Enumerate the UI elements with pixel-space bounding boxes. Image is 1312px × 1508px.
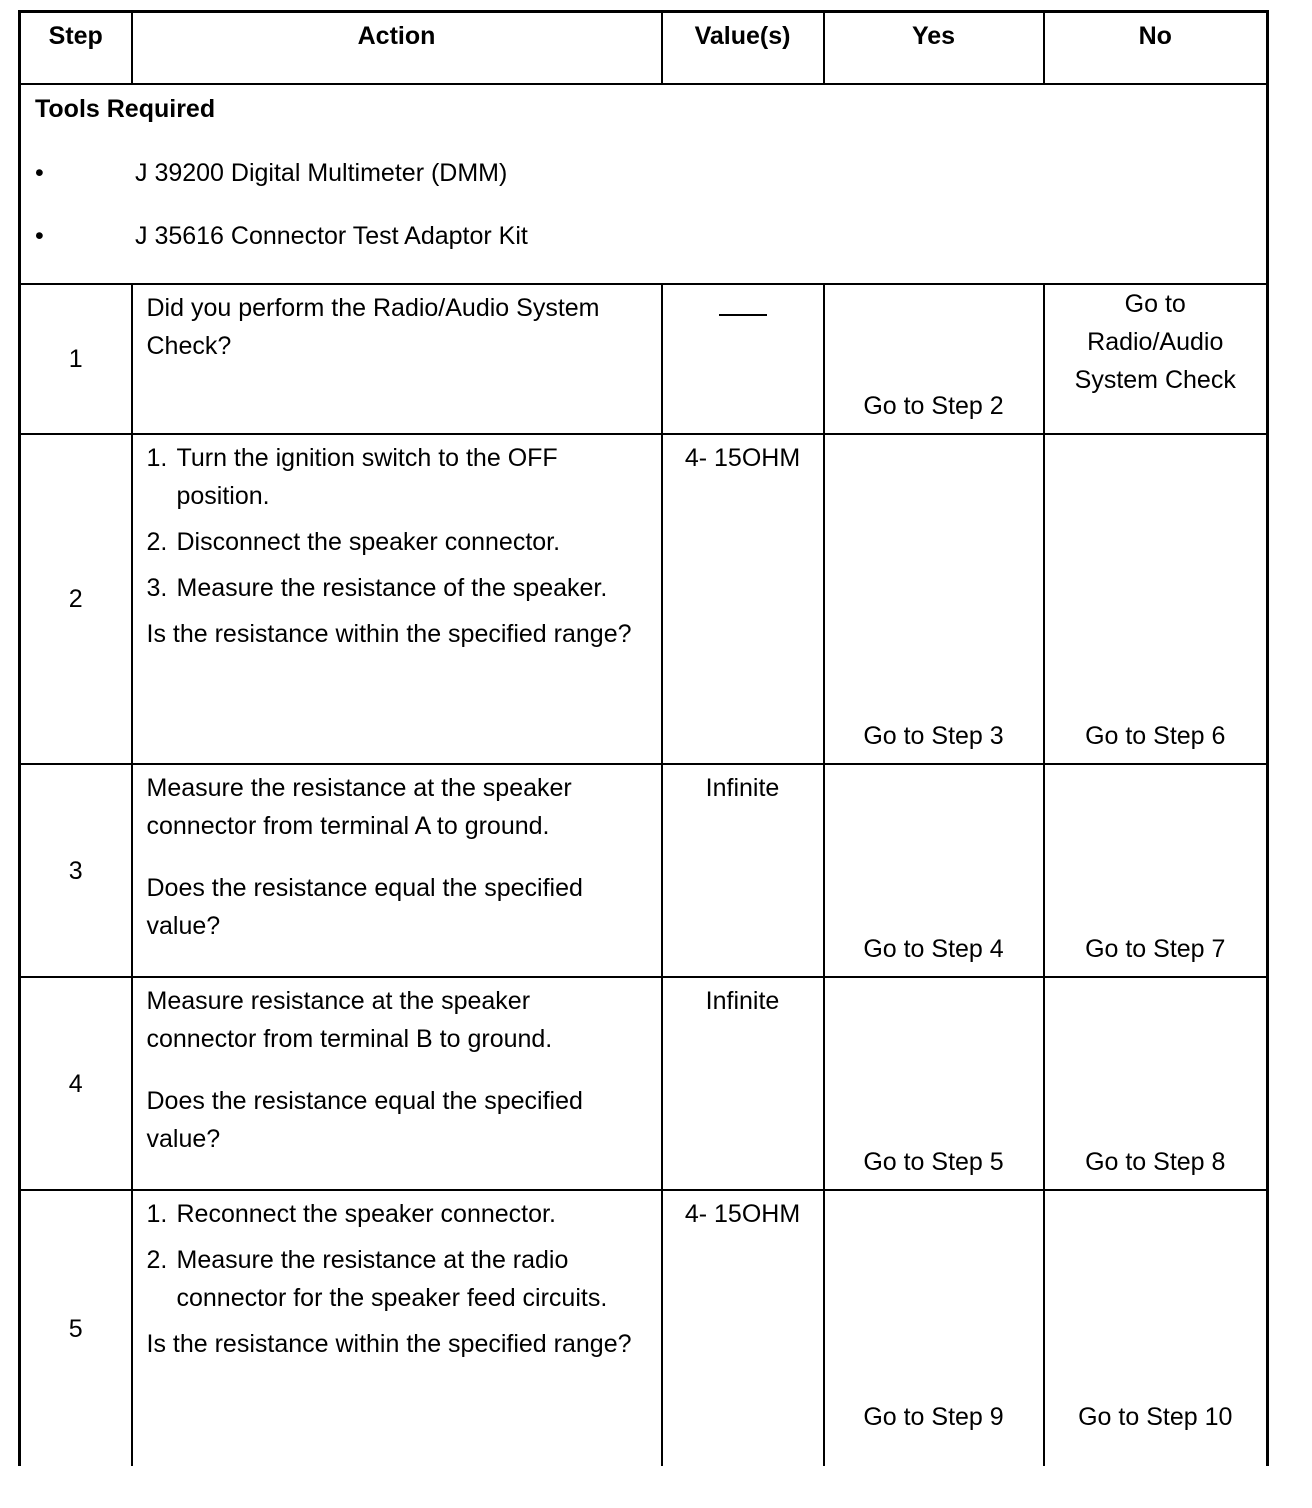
tool-name: J 35616 Connector Test Adaptor Kit xyxy=(135,222,528,250)
action-steps xyxy=(147,1195,645,1317)
action-cell xyxy=(132,977,662,1190)
step-index: 1. xyxy=(146,444,168,472)
no-line: Radio/Audio xyxy=(1087,328,1224,356)
header-action: Action xyxy=(132,12,662,85)
no-cell: Go to Step 8 xyxy=(1044,977,1268,1190)
action-cell xyxy=(132,434,662,764)
step-number: 2 xyxy=(20,434,132,764)
tools-cell xyxy=(20,84,1268,284)
step-number: 5 xyxy=(20,1190,132,1466)
action-step xyxy=(147,1241,645,1317)
no-line: System Check xyxy=(1074,366,1236,394)
action-step xyxy=(147,523,645,561)
diagnostic-table-frame xyxy=(18,10,1266,1466)
table-row xyxy=(20,977,1268,1190)
bullet-icon: • xyxy=(35,222,44,250)
tools-title: Tools Required xyxy=(35,95,216,123)
action-instruction: Measure resistance at the speaker connector from terminal B to ground. xyxy=(146,987,553,1053)
header-values: Value(s) xyxy=(662,12,824,85)
yes-cell: Go to Step 3 xyxy=(824,434,1044,764)
yes-cell: Go to Step 4 xyxy=(824,764,1044,977)
header-row xyxy=(20,12,1268,85)
header-no: No xyxy=(1044,12,1268,85)
table-row xyxy=(20,434,1268,764)
action-question: Did you perform the Radio/Audio System Check? xyxy=(146,294,600,360)
table-row xyxy=(20,284,1268,434)
step-index: 2. xyxy=(146,528,168,556)
yes-cell: Go to Step 2 xyxy=(824,284,1044,434)
table-row xyxy=(20,764,1268,977)
header-yes: Yes xyxy=(824,12,1044,85)
value-cell: 4- 15OHM xyxy=(662,1190,824,1466)
no-line: Go to xyxy=(1124,290,1186,318)
step-text: Measure the resistance of the speaker. xyxy=(176,574,608,602)
no-cell xyxy=(1044,284,1268,434)
step-number: 4 xyxy=(20,977,132,1190)
table-row xyxy=(20,1190,1268,1466)
step-text: Reconnect the speaker connector. xyxy=(176,1200,556,1228)
header-step: Step xyxy=(20,12,132,85)
value-cell: 4- 15OHM xyxy=(662,434,824,764)
yes-cell: Go to Step 9 xyxy=(824,1190,1044,1466)
tool-item xyxy=(35,216,1266,256)
step-index: 2. xyxy=(146,1246,168,1274)
step-text: Disconnect the speaker connector. xyxy=(176,528,561,556)
no-cell: Go to Step 7 xyxy=(1044,764,1268,977)
action-step xyxy=(147,439,645,515)
value-cell: Infinite xyxy=(662,977,824,1190)
step-index: 1. xyxy=(146,1200,168,1228)
action-question: Does the resistance equal the specified value? xyxy=(146,874,583,940)
value-cell: Infinite xyxy=(662,764,824,977)
step-number: 3 xyxy=(20,764,132,977)
dash-icon xyxy=(719,296,767,316)
tool-name: J 39200 Digital Multimeter (DMM) xyxy=(135,159,508,187)
action-question: Is the resistance within the specified range? xyxy=(146,1330,632,1358)
step-text: Measure the resistance at the radio connector for the speaker feed circuits. xyxy=(176,1246,608,1312)
action-cell xyxy=(132,1190,662,1466)
action-cell xyxy=(132,284,662,434)
action-question: Does the resistance equal the specified value? xyxy=(146,1087,583,1153)
tools-row xyxy=(20,84,1268,284)
action-instruction: Measure the resistance at the speaker connector from terminal A to ground. xyxy=(146,774,572,840)
action-step xyxy=(147,569,645,607)
bullet-icon: • xyxy=(35,159,44,187)
step-index: 3. xyxy=(146,574,168,602)
action-step xyxy=(147,1195,645,1233)
tool-item xyxy=(35,153,1266,193)
value-cell xyxy=(662,284,824,434)
no-cell: Go to Step 6 xyxy=(1044,434,1268,764)
action-cell xyxy=(132,764,662,977)
action-steps xyxy=(147,439,645,607)
yes-cell: Go to Step 5 xyxy=(824,977,1044,1190)
action-question: Is the resistance within the specified range? xyxy=(146,620,632,648)
no-cell: Go to Step 10 xyxy=(1044,1190,1268,1466)
step-text: Turn the ignition switch to the OFF position. xyxy=(176,444,558,510)
diagnostic-table xyxy=(18,10,1269,1466)
step-number: 1 xyxy=(20,284,132,434)
